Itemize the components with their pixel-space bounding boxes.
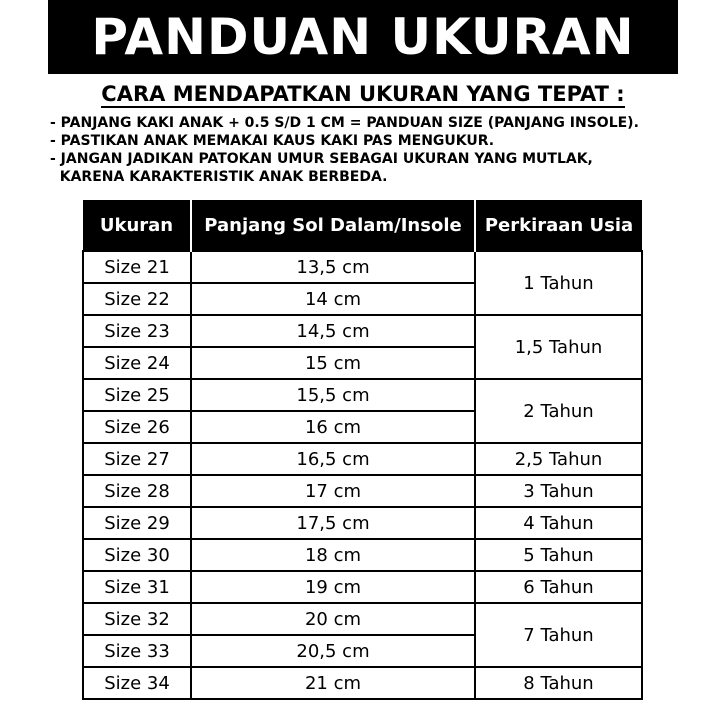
size-cell: Size 32 bbox=[83, 603, 191, 635]
table-header-row bbox=[83, 200, 642, 251]
size-cell: Size 26 bbox=[83, 411, 191, 443]
page-title: PANDUAN UKURAN bbox=[48, 0, 678, 74]
size-cell: Size 34 bbox=[83, 667, 191, 699]
size-cell: Size 27 bbox=[83, 443, 191, 475]
table-row bbox=[83, 443, 642, 475]
table-row bbox=[83, 475, 642, 507]
header-usia: Perkiraan Usia bbox=[475, 200, 642, 251]
insole-cell: 17,5 cm bbox=[191, 507, 475, 539]
insole-cell: 15,5 cm bbox=[191, 379, 475, 411]
insole-cell: 16 cm bbox=[191, 411, 475, 443]
table-row bbox=[83, 539, 642, 571]
subtitle bbox=[0, 82, 726, 106]
age-cell: 2,5 Tahun bbox=[475, 443, 642, 475]
age-cell: 6 Tahun bbox=[475, 571, 642, 603]
note-item: - JANGAN JADIKAN PATOKAN UMUR SEBAGAI UKURAN YANG MUTLAK, bbox=[50, 151, 593, 167]
size-cell: Size 24 bbox=[83, 347, 191, 379]
size-cell: Size 33 bbox=[83, 635, 191, 667]
note-item: - PASTIKAN ANAK MEMAKAI KAUS KAKI PAS MENGUKUR. bbox=[50, 133, 495, 149]
age-cell: 8 Tahun bbox=[475, 667, 642, 699]
table-row bbox=[83, 251, 642, 283]
size-cell: Size 21 bbox=[83, 251, 191, 283]
size-cell: Size 30 bbox=[83, 539, 191, 571]
size-cell: Size 31 bbox=[83, 571, 191, 603]
insole-cell: 21 cm bbox=[191, 667, 475, 699]
header-ukuran: Ukuran bbox=[83, 200, 191, 251]
table-body bbox=[83, 251, 642, 699]
subtitle-text: CARA MENDAPATKAN UKURAN YANG TEPAT : bbox=[101, 82, 625, 106]
size-cell: Size 23 bbox=[83, 315, 191, 347]
insole-cell: 18 cm bbox=[191, 539, 475, 571]
size-cell: Size 29 bbox=[83, 507, 191, 539]
table-row bbox=[83, 603, 642, 635]
insole-cell: 16,5 cm bbox=[191, 443, 475, 475]
table-row bbox=[83, 667, 642, 699]
age-cell: 7 Tahun bbox=[475, 603, 642, 667]
size-cell: Size 22 bbox=[83, 283, 191, 315]
age-cell: 3 Tahun bbox=[475, 475, 642, 507]
size-cell: Size 28 bbox=[83, 475, 191, 507]
age-cell: 4 Tahun bbox=[475, 507, 642, 539]
size-cell: Size 25 bbox=[83, 379, 191, 411]
note-item: - PANJANG KAKI ANAK + 0.5 S/D 1 CM = PANDUAN SIZE (PANJANG INSOLE). bbox=[50, 115, 639, 131]
insole-cell: 19 cm bbox=[191, 571, 475, 603]
notes-list bbox=[50, 114, 710, 186]
age-cell: 5 Tahun bbox=[475, 539, 642, 571]
age-cell: 2 Tahun bbox=[475, 379, 642, 443]
table-row bbox=[83, 315, 642, 347]
size-table bbox=[82, 200, 643, 700]
insole-cell: 14,5 cm bbox=[191, 315, 475, 347]
insole-cell: 17 cm bbox=[191, 475, 475, 507]
insole-cell: 15 cm bbox=[191, 347, 475, 379]
age-cell: 1 Tahun bbox=[475, 251, 642, 315]
insole-cell: 20,5 cm bbox=[191, 635, 475, 667]
insole-cell: 20 cm bbox=[191, 603, 475, 635]
table-row bbox=[83, 379, 642, 411]
note-item: KARENA KARAKTERISTIK ANAK BERBEDA. bbox=[50, 169, 388, 185]
header-insole: Panjang Sol Dalam/Insole bbox=[191, 200, 475, 251]
table-row bbox=[83, 571, 642, 603]
insole-cell: 13,5 cm bbox=[191, 251, 475, 283]
insole-cell: 14 cm bbox=[191, 283, 475, 315]
age-cell: 1,5 Tahun bbox=[475, 315, 642, 379]
table-row bbox=[83, 507, 642, 539]
